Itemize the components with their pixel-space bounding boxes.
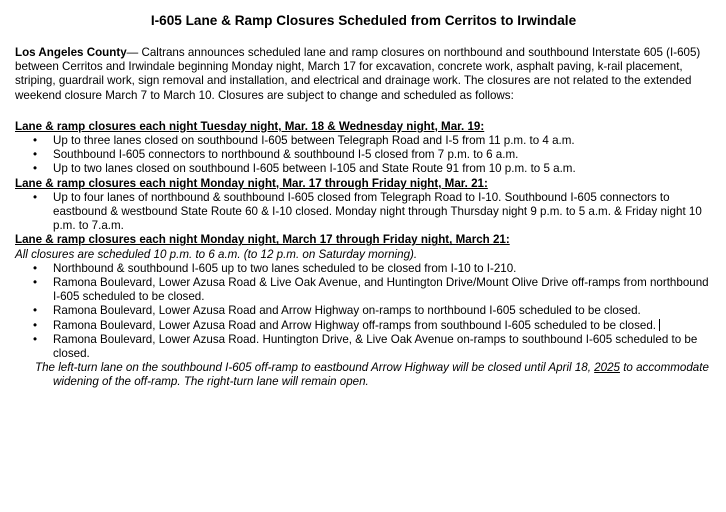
section-heading-mon-fri: Lane & ramp closures each night Monday night, Mar. 17 through Friday night, Mar. 21:	[15, 176, 488, 190]
list-item-text: Up to two lanes closed on southbound I-605 between I-105 and State Route 91 from 10 p.m. to 5 a.m.	[53, 162, 576, 176]
list-item	[15, 333, 712, 361]
intro-county: Los Angeles County	[15, 46, 127, 59]
bullet-icon: •	[33, 190, 38, 204]
list-item	[15, 319, 712, 333]
list-item-text: Ramona Boulevard, Lower Azusa Road and Arrow Highway on-ramps to northbound I-605 scheduled to be closed.	[53, 304, 641, 318]
list-item	[15, 134, 712, 148]
final-note-text-end: to accommodate widening of the off-ramp. The right-turn lane will remain open.	[53, 361, 709, 389]
section-list-mon-fri	[15, 191, 712, 234]
bullet-icon: •	[33, 134, 38, 148]
list-item	[15, 304, 712, 318]
section-list-tue-wed	[15, 134, 712, 177]
list-item	[15, 276, 712, 304]
schedule-note: All closures are scheduled 10 p.m. to 6 a.m. (to 12 p.m. on Saturday morning).	[15, 247, 418, 261]
final-note	[15, 361, 712, 389]
list-item-text: Southbound I-605 connectors to northbound & southbound I-5 closed from 7 p.m. to 6 a.m.	[53, 148, 519, 162]
final-note-text-start: The left-turn lane on the southbound I-605 off-ramp to eastbound Arrow Highway will be closed until April 18,	[35, 361, 595, 375]
list-item	[15, 191, 712, 234]
bullet-icon: •	[33, 148, 38, 162]
list-item	[15, 148, 712, 162]
list-item-text: Ramona Boulevard, Lower Azusa Road and Arrow Highway off-ramps from southbound I-605 scheduled to be closed.	[53, 318, 657, 332]
final-note-year: 2025	[594, 361, 620, 375]
intro-paragraph	[15, 46, 712, 103]
bullet-icon: •	[33, 304, 38, 318]
section-heading-tue-wed: Lane & ramp closures each night Tuesday night, Mar. 18 & Wednesday night, Mar. 19:	[15, 119, 485, 133]
text-cursor	[659, 319, 660, 331]
bullet-icon: •	[33, 332, 38, 346]
section-list-march-17-21	[15, 262, 712, 361]
bullet-icon: •	[33, 318, 38, 332]
bullet-icon: •	[33, 162, 38, 176]
list-item	[15, 162, 712, 176]
list-item-text: Ramona Boulevard, Lower Azusa Road & Live Oak Avenue, and Huntington Drive/Mount Olive Drive off-ramps from northbound I-605 scheduled to be closed.	[53, 276, 709, 304]
list-item	[15, 262, 712, 276]
bullet-icon: •	[33, 261, 38, 275]
section-heading-march-17-21: Lane & ramp closures each night Monday night, March 17 through Friday night, March 21:	[15, 233, 510, 247]
bullet-icon: •	[33, 276, 38, 290]
intro-body: — Caltrans announces scheduled lane and ramp closures on northbound and southbound Interstate 605 (I-605) between Cerritos and Irwindale beginning Monday night, March 17 for excavation, concrete work, asphalt paving, k-rail placement, striping, guardrail work, sign removal and installation, and electrical and drainage work. The closures are not related to the extended weekend closure March 7 to March 10. Closures are subject to change and scheduled as follows:	[15, 46, 701, 102]
list-item-text: Up to three lanes closed on southbound I-605 between Telegraph Road and I-5 from 11 p.m. to 4 a.m.	[53, 134, 575, 148]
document-title: I-605 Lane & Ramp Closures Scheduled from Cerritos to Irwindale	[150, 13, 577, 28]
list-item-text: Northbound & southbound I-605 up to two lanes scheduled to be closed from I-10 to I-210.	[53, 261, 517, 275]
list-item-text: Ramona Boulevard, Lower Azusa Road. Huntington Drive, & Live Oak Avenue on-ramps to southbound I-605 scheduled to be closed.	[53, 332, 698, 361]
list-item-text: Up to four lanes of northbound & southbound I-605 closed from Telegraph Road to I-10. Southbound I-605 connectors to eastbound & westbound State Route 60 & I-10 closed. Monday night through Thursday night 9 p.m. to 5 a.m. & Friday night 10 p.m. to 7.a.m.	[53, 190, 702, 233]
